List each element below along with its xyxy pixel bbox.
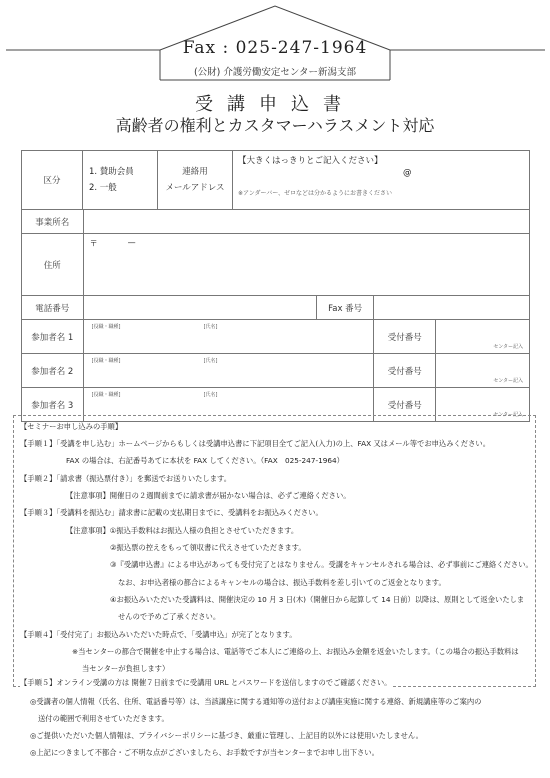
footer-note: ◎受講者の個人情報（氏名、住所、電話番号等）は、当該講座に関する通知等の送付および講座実施に関する連絡、新規講座等のご案内の <box>30 697 482 706</box>
participant-label: 参加者名 3 <box>22 388 84 422</box>
fax-label: Fax 番号 <box>316 296 374 320</box>
phone-field[interactable] <box>83 296 316 320</box>
notice-line: ④お振込みいただいた受講料は、開催決定の 10 月 3 日(木)（開催日から起算して 14 日前）以降は、原則として返金いたしま <box>110 595 525 604</box>
applicant-table <box>21 209 530 422</box>
footer-note: 送付の範囲で利用させていただきます。 <box>38 714 169 723</box>
notice-line: 【手順１】「受講を申し込む」ホームページからもしくは受講申込書に下記項目全てご記入(入力)の上、FAX 又はメール等でお申込みください。 <box>20 439 490 448</box>
center-note: センター記入 <box>493 412 523 418</box>
contact-email-label <box>158 151 233 210</box>
receipt-number-cell <box>436 354 530 388</box>
fax-field[interactable] <box>374 296 530 320</box>
receipt-label: 受付番号 <box>374 320 436 354</box>
participant-row <box>22 354 530 388</box>
address-label: 住所 <box>22 234 84 296</box>
category-email-table <box>21 150 530 210</box>
receipt-label: 受付番号 <box>374 354 436 388</box>
role-hint: [役職・職種] <box>91 392 121 398</box>
notice-line: ※当センターの都合で開催を中止する場合は、電話等でご本人にご連絡の上、お振込み金額を返金いたします。（この場合の振込手数料は <box>72 647 519 656</box>
participant-label: 参加者名 2 <box>22 354 84 388</box>
procedure-notice-box <box>13 415 536 687</box>
office-name-field[interactable] <box>83 210 529 234</box>
participant-row <box>22 320 530 354</box>
category-options[interactable] <box>83 151 158 210</box>
notice-line: FAX の場合は、右記番号あてに本状を FAX してください。（FAX 025-247-1964） <box>66 456 344 465</box>
receipt-number-cell <box>436 320 530 354</box>
participant-label: 参加者名 1 <box>22 320 84 354</box>
notice-line: 当センターが負担します） <box>82 664 170 673</box>
category-label: 区分 <box>22 151 83 210</box>
category-option-general[interactable]: 2. 一般 <box>89 183 117 193</box>
fax-number: Fax : 025-247-1964 <box>182 38 368 58</box>
email-instruction: 【大きくはっきりとご記入ください】 <box>238 156 383 166</box>
notice-line: 【手順５】オンライン受講の方は 開催７日前までに受講用 URL とパスワードを送信しますのでご確認ください。 <box>20 678 392 687</box>
center-note: センター記入 <box>493 344 523 350</box>
organization-name: (公財) 介護労働安定センター新潟支部 <box>193 67 357 78</box>
center-note: センター記入 <box>493 378 523 384</box>
contact-label-line2: メールアドレス <box>165 183 225 193</box>
footer-note: ◎ご提供いただいた個人情報は、プライバシーポリシーに基づき、厳重に管理し、上記目的以外には使用いたしません。 <box>30 731 423 740</box>
email-at-sign: @ <box>403 168 412 178</box>
notice-line: 【手順３】「受講料を振込む」請求書に記載の支払期日までに、受講料をお振込みください。 <box>20 508 323 517</box>
email-field[interactable] <box>233 151 530 210</box>
notice-line: せんので予めご了承ください。 <box>118 612 221 621</box>
notice-heading: 【セミナーお申し込みの手順】 <box>20 422 123 431</box>
postal-mark: 〒 <box>89 239 98 248</box>
footer-note: ◎上記につきまして不都合・ご不明な点がございましたら、お手数ですが当センターまでお申し出下さい。 <box>30 748 379 757</box>
seminar-title: 高齢者の権利とカスタマーハラスメント対応 <box>115 116 435 135</box>
category-option-member[interactable]: 1. 賛助会員 <box>89 167 134 177</box>
address-field[interactable] <box>83 234 529 296</box>
phone-label: 電話番号 <box>22 296 84 320</box>
contact-label-line1: 連絡用 <box>182 167 208 177</box>
notice-line: 【手順４】「受付完了」お振込みいただいた時点で、「受講申込」が完了となります。 <box>20 630 297 639</box>
role-hint: [役職・職種] <box>91 324 121 330</box>
notice-line: ②振込票の控えをもって領収書に代えさせていただきます。 <box>110 543 306 552</box>
role-hint: [役職・職種] <box>91 358 121 364</box>
participant-name-field[interactable] <box>83 320 374 354</box>
name-hint: [氏名] <box>203 324 218 330</box>
postal-dash: — <box>127 238 136 247</box>
name-hint: [氏名] <box>203 358 218 364</box>
office-label: 事業所名 <box>22 210 84 234</box>
notice-line: なお、お申込者様の都合によるキャンセルの場合は、振込手数料を差し引いてのご返金となります。 <box>118 578 446 587</box>
email-note: ※アンダーバー、ゼロなどは分かるようにお書きください <box>238 190 393 197</box>
notice-line: 【手順２】「請求書（振込票付き）」を郵送でお送りいたします。 <box>20 474 232 483</box>
notice-line: ③『受講申込書』による申込があっても受付完了とはなりません。受講をキャンセルされる場合は、必ず事前にご連絡ください。 <box>110 560 533 569</box>
notice-line: 【注意事項】開催日の２週間前までに請求書が届かない場合は、必ずご連絡ください。 <box>66 491 351 500</box>
name-hint: [氏名] <box>203 392 218 398</box>
page-title: 受講申込書 <box>195 94 355 115</box>
participant-name-field[interactable] <box>83 354 374 388</box>
receipt-label: 受付番号 <box>374 388 436 422</box>
notice-line: 【注意事項】①振込手数料はお振込人様の負担とさせていただきます。 <box>66 526 299 535</box>
